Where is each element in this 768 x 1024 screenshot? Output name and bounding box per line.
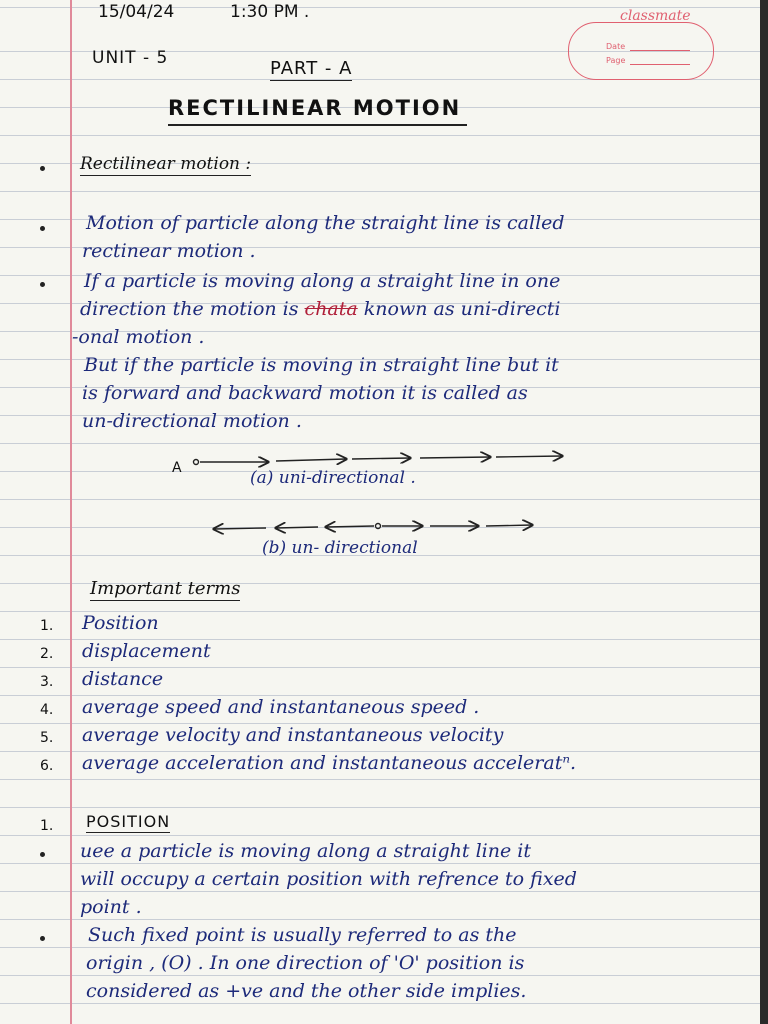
definition-line-2: rectinear motion . — [82, 240, 256, 262]
term-number: 6. — [40, 758, 54, 774]
bidirectional-line-2: is forward and backward motion it is called as — [82, 382, 528, 404]
term-number: 4. — [40, 702, 54, 718]
term-item: average speed and instantaneous speed . — [82, 696, 480, 718]
term-number: 2. — [40, 646, 54, 662]
part-text: PART - A — [270, 58, 353, 79]
bullet — [40, 852, 45, 857]
term-number: 1. — [40, 618, 54, 634]
position-heading: POSITION — [86, 812, 171, 831]
terms-heading: Important terms — [90, 578, 241, 599]
figure-a-caption: (a) uni-directional . — [250, 468, 416, 488]
struck-word: chata — [304, 298, 358, 320]
bidirectional-line-1: But if the particle is moving in straight line but it — [84, 354, 559, 376]
stamp-date-label: Date — [606, 42, 626, 51]
unidirectional-line-3: -onal motion . — [72, 326, 205, 348]
term-number: 5. — [40, 730, 54, 746]
position-p2-line-2: origin , (O) . In one direction of 'O' position is — [86, 952, 525, 974]
stamp-page-label: Page — [606, 56, 626, 65]
position-p2-line-3: considered as +ve and the other side implies. — [86, 980, 527, 1002]
stamp-brand: classmate — [620, 8, 691, 24]
term-item: distance — [82, 668, 164, 690]
position-p2-line-1: Such fixed point is usually referred to as the — [88, 924, 517, 946]
figure-b-caption: (b) un- directional — [262, 538, 418, 558]
position-number: 1. — [40, 818, 54, 834]
time-text: 1:30 PM . — [230, 2, 310, 22]
point-a-label: A — [172, 460, 182, 476]
bidirectional-arrows — [214, 524, 532, 530]
unidirectional-line-2: direction the motion is chata known as uni-directi — [80, 298, 561, 320]
term-item: Position — [82, 612, 159, 634]
term-number: 3. — [40, 674, 54, 690]
unidirectional-arrows — [194, 456, 563, 465]
position-p1-line-1: uee a particle is moving along a straight line it — [80, 840, 531, 862]
bullet — [40, 936, 45, 941]
page-title: RECTILINEAR MOTION — [168, 96, 467, 126]
position-p1-line-3: point . — [80, 896, 142, 918]
position-p1-line-2: will occupy a certain position with refrence to fixed — [80, 868, 577, 890]
unit-text: UNIT - 5 — [92, 48, 169, 68]
bidirectional-line-3: un-directional motion . — [82, 410, 302, 432]
unidirectional-line-1: If a particle is moving along a straight line in one — [84, 270, 561, 292]
definition-line-1: Motion of particle along the straight line is called — [86, 212, 565, 234]
term-item: average velocity and instantaneous velocity — [82, 724, 504, 746]
term-item: average acceleration and instantaneous acceleratⁿ. — [82, 752, 577, 774]
date-text: 15/04/24 — [98, 2, 175, 22]
section-heading: Rectilinear motion : — [80, 154, 252, 174]
term-item: displacement — [82, 640, 211, 662]
